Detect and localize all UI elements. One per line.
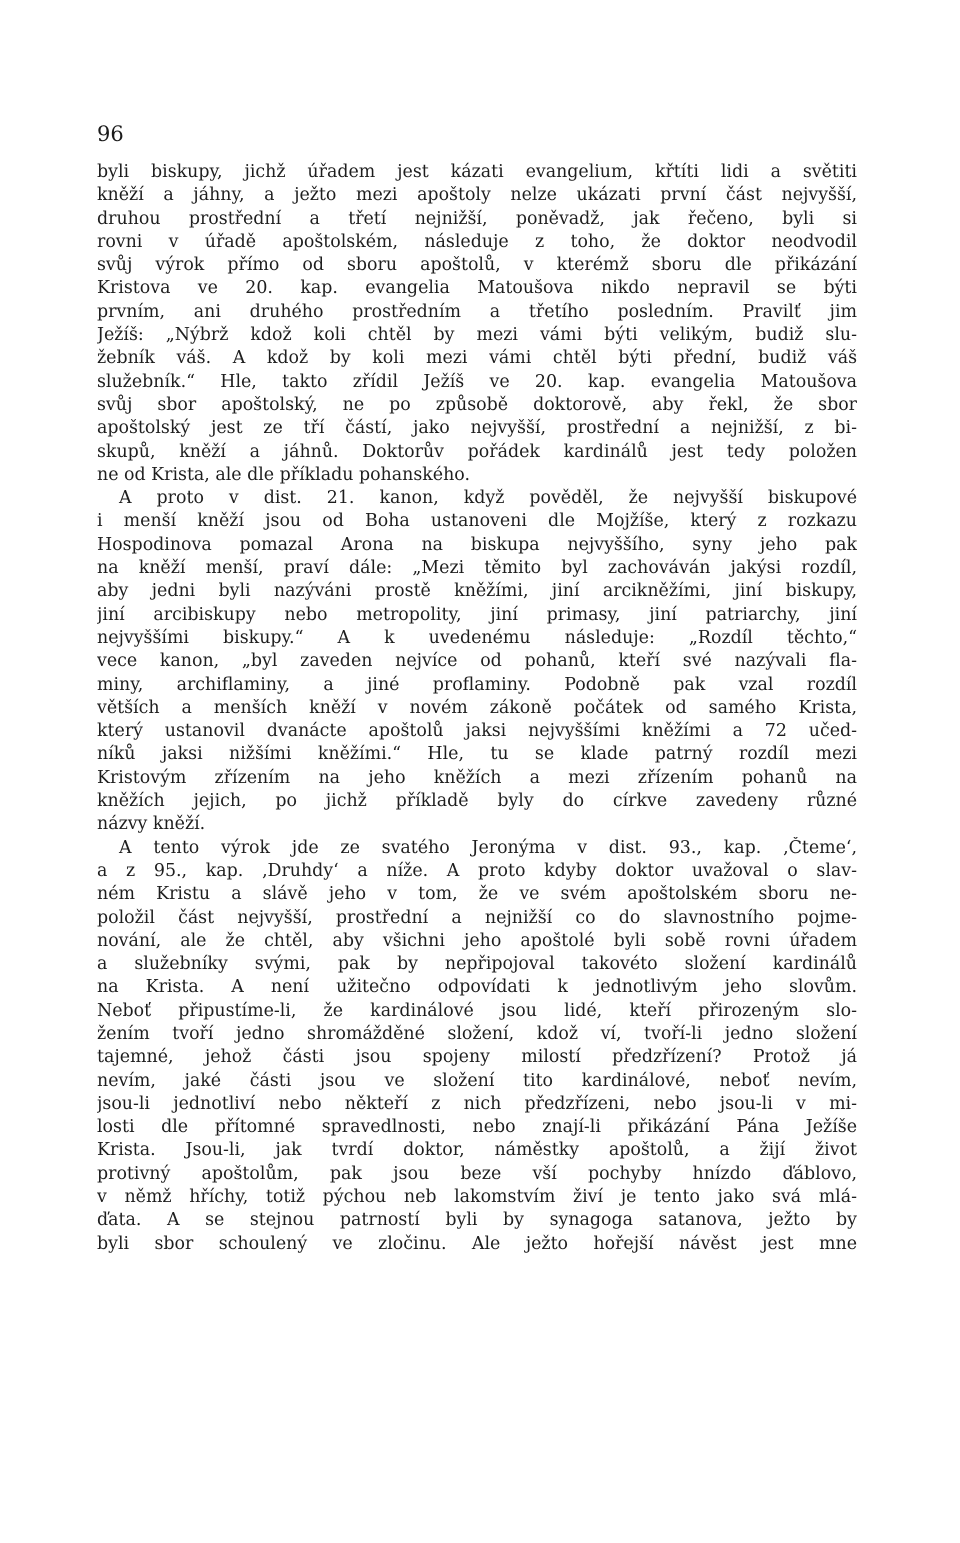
text-line: níků jaksi nižšími kněžími.“ Hle, tu se klade patrný rozdíl mezi: [97, 744, 857, 765]
text-line: Ježíš: „Nýbrž kdož koli chtěl by mezi vámi býti velikým, budiž slu-: [97, 325, 857, 346]
text-line: skupů, kněží a jáhnů. Doktorův pořádek kardinálů jest tedy položen: [97, 441, 857, 462]
text-line: vece kanon, „byl zaveden nejvíce od pohanů, kteří své nazývali fla-: [97, 651, 857, 672]
text-line: protivný apoštolům, pak jsou beze vší pochyby hnízdo ďáblovo,: [97, 1163, 857, 1184]
text-line: Krista. Jsou-li, jak tvrdí doktor, náměstky apoštolů, a žijí život: [97, 1140, 857, 1161]
text-line: byli sbor schoulený ve zločinu. Ale ježto hořejší návěst jest mne: [97, 1233, 857, 1254]
text-line: v němž hříchy, totiž pýchou neb lakomstvím živí je tento jako svá mlá-: [97, 1187, 857, 1208]
text-line: nevím, jaké části jsou ve složení tito kardinálové, neboť nevím,: [97, 1070, 857, 1091]
text-line: nování, ale že chtěl, aby všichni jeho apoštolé byli sobě rovni úřadem: [97, 930, 857, 951]
text-line: miny, archiflaminy, a jiné proflaminy. Podobně pak vzal rozdíl: [97, 674, 857, 695]
text-line: prvním, ani druhého prostředním a třetího posledním. Pravilť jim: [97, 301, 857, 322]
text-line: ďata. A se stejnou patrností byli by synagoga satanova, ježto by: [97, 1210, 857, 1231]
text-line: jiní arcibiskupy nebo metropolity, jiní primasy, jiní patriarchy, jiní: [97, 604, 857, 625]
text-line: větších a menších kněží v novém zákoně počátek od samého Krista,: [97, 697, 857, 718]
text-line: jsou-li jednotliví nebo někteří z nich předzřízeni, nebo jsou-li v mi-: [97, 1093, 857, 1114]
page-number: 96: [97, 122, 124, 146]
text-line: tajemné, jehož části jsou spojeny milostí předzřízení? Protož já: [97, 1047, 857, 1068]
text-line: Kristovým zřízením na jeho kněžích a mezi zřízením pohanů na: [97, 767, 857, 788]
text-line: ném Kristu a slávě jeho v tom, že ve svém apoštolském sboru ne-: [97, 884, 857, 905]
text-line: a z 95., kap. ‚Druhdy‘ a níže. A proto kdyby doktor uvažoval o slav-: [97, 860, 857, 881]
text-line: byli biskupy, jichž úřadem jest kázati evangelium, křtíti lidi a světiti: [97, 162, 857, 182]
text-line: A proto v dist. 21. kanon, když pověděl, že nejvyšší biskupové: [119, 488, 857, 509]
text-line: názvy kněží.: [97, 814, 206, 835]
text-line: na Krista. A není užitečno odpovídati k jednotlivým jeho slovům.: [97, 977, 857, 998]
text-line: který ustanovil dvanácte apoštolů jaksi nejvyššími kněžími a 72 učed-: [97, 721, 857, 742]
text-line: apoštolský jest ze tří částí, jako nejvyšší, prostřední a nejnižší, z bi-: [97, 418, 857, 439]
text-line: rovni v úřadě apoštolském, následuje z toho, že doktor neodvodil: [97, 231, 857, 252]
text-line: žebník váš. A kdož by koli mezi vámi chtěl býti přední, budiž váš: [97, 348, 857, 369]
text-line: losti dle přítomné spravedlnosti, nebo znají-li přikázání Pána Ježíše: [97, 1117, 857, 1138]
text-line: svůj výrok přímo od sboru apoštolů, v kterémž sboru dle přikázání: [97, 255, 857, 276]
text-line: položil část nejvyšší, prostřední a nejnižší co do slavnostního pojme-: [97, 907, 857, 928]
text-line: nejvyššími biskupy.“ A k uvedenému následuje: „Rozdíl těchto,“: [97, 627, 857, 648]
text-line: a služebníky svými, pak by nepřipojoval takovéto složení kardinálů: [97, 954, 857, 975]
text-line: služebník.“ Hle, takto zřídil Ježíš ve 20. kap. evangelia Matoušova: [97, 371, 857, 392]
text-line: ne od Krista, ale dle příkladu pohanského.: [97, 464, 470, 485]
text-line: Hospodinova pomazal Arona na biskupa nejvyššího, syny jeho pak: [97, 534, 857, 555]
text-line: i menší kněží jsou od Boha ustanoveni dle Mojžíše, který z rozkazu: [97, 511, 857, 532]
body-text: [97, 161, 857, 1256]
text-line: A tento výrok jde ze svatého Jeronýma v dist. 93., kap. ‚Čteme‘,: [119, 837, 857, 858]
text-line: kněží a jáhny, a ježto mezi apoštoly nelze ukázati první část nejvyšší,: [97, 185, 857, 206]
text-line: Kristova ve 20. kap. evangelia Matoušova nikdo nepravil se býti: [97, 278, 857, 299]
text-line: svůj sbor apoštolský, ne po způsobě doktorově, aby řekl, že sbor: [97, 394, 857, 415]
text-line: druhou prostřední a třetí nejnižší, poněvadž, jak řečeno, byli si: [97, 208, 857, 229]
text-line: aby jedni byli nazýváni prostě kněžími, jiní arcikněžími, jiní biskupy,: [97, 581, 857, 602]
text-line: na kněží menší, praví dále: „Mezi těmito byl zachováván jakýsi rozdíl,: [97, 558, 857, 579]
text-line: kněžích jejich, po jichž příkladě byly do církve zavedeny různé: [97, 791, 857, 812]
text-line: Neboť připustíme-li, že kardinálové jsou lidé, kteří přirozeným slo-: [97, 1000, 857, 1021]
text-line: žením tvoří jedno shromážděné složení, kdož ví, tvoří-li jedno složení: [97, 1023, 857, 1044]
